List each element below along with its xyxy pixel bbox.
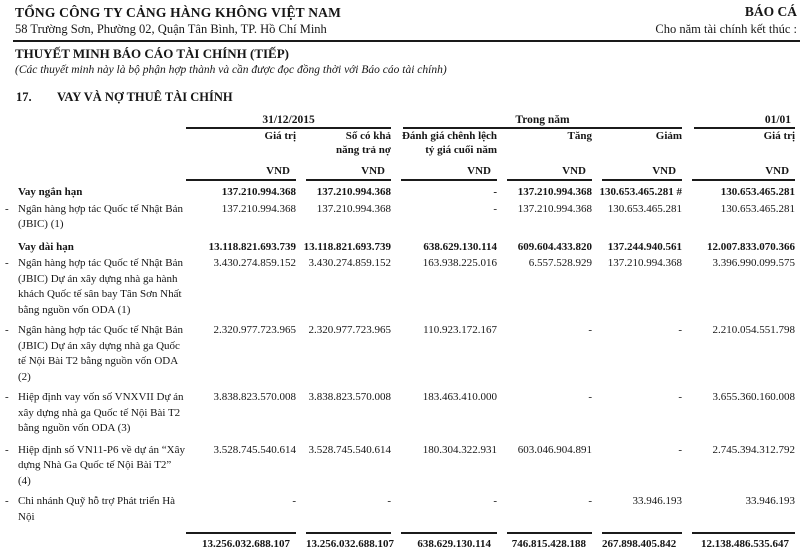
amount-cell: 137.244.940.561 [607,240,683,253]
column-header [186,129,296,157]
page-header [0,0,800,37]
amount-cell: 13.118.821.693.739 [208,240,296,253]
doc-note: (Các thuyết minh này là bộ phận hợp thành và cần được đọc đồng thời với Báo cáo tài chính) [15,64,447,76]
amount-cell: 33.946.193 [745,495,796,507]
column-label: Đánh giá chênh lệch [401,130,498,142]
group-label: 31/12/2015 [186,114,391,129]
group-cell-31-12-2015 [186,114,391,129]
unit-cell [296,157,391,181]
amount-cell: - [292,495,296,507]
amount-cell: - [493,202,498,215]
unit-label: VND [266,165,290,177]
row-label: - Chi nhánh Quỹ hỗ trợ Phát triển Hà Nội [5,495,176,523]
bullet-dash: - [5,443,9,456]
column-header-row [18,129,795,157]
amount-cell: - [493,495,498,507]
unit-cell [186,157,296,181]
table-row-short-term-loans [18,181,795,201]
amount-cell: 137.210.994.368 [316,186,392,198]
column-label: Giá trị [264,130,296,142]
table-row-vn11-p6 [18,437,795,490]
amount-cell: 137.210.994.368 [221,186,296,198]
column-label: Số có khả [345,130,392,142]
bullet-dash: - [5,495,9,507]
amount-cell: 3.655.360.160.008 [712,391,796,403]
table-row-development-fund-hanoi [18,489,795,525]
amount-cell: 3.528.745.540.614 [308,443,392,456]
total-cell: 638.629.130.114 [391,525,497,553]
group-cell-trong-nam [391,114,682,129]
table-row-jbic-tan-son-nhat [18,255,795,318]
total-cell: 12.138.486.535.647 [682,525,795,553]
corner-cell [18,114,186,129]
table-row-jbic-noi-bai-t2 [18,318,795,385]
amount-cell: 137.210.994.368 [221,202,296,215]
amount-cell: - [493,186,498,198]
amount-cell: 603.046.904.891 [517,443,593,456]
row-label: - Ngân hàng hợp tác Quốc tế Nhật Bản (JBIC) (1) [5,202,183,230]
amount-cell: 2.320.977.723.965 [213,324,296,336]
unit-cell [391,157,497,181]
amount-cell: 13.118.821.693.739 [303,240,392,253]
unit-cell [592,157,682,181]
amount-cell: 137.210.994.368 [607,257,683,269]
total-cell: 13.256.032.688.107 [296,525,391,553]
header-divider [13,40,800,42]
amount-cell: - [387,495,392,507]
total-cell: 267.898.405.842 [592,525,682,553]
column-label: Tăng [567,130,593,142]
amount-cell: 3.838.823.570.008 [308,391,392,403]
loans-table [5,114,796,553]
total-cell: 746.815.428.188 [497,525,592,553]
bullet-dash: - [5,391,9,403]
amount-cell: 180.304.322.931 [422,443,498,456]
amount-cell: - [678,443,683,456]
amount-cell: 137.210.994.368 [517,186,593,198]
amount-cell: - [588,324,593,336]
amount-cell: 3.430.274.859.152 [308,257,392,269]
amount-cell: 3.396.990.099.575 [712,257,796,269]
row-label: Vay dài hạn [18,240,74,253]
section-number: 17. [16,90,32,104]
unit-label: VND [361,165,386,177]
column-header [497,129,592,157]
amount-cell: 2.320.977.723.965 [308,324,392,336]
row-label [18,525,186,553]
doc-title: THUYẾT MINH BÁO CÁO TÀI CHÍNH (TIẾP) [15,46,289,61]
column-header [682,129,795,157]
amount-cell: 110.923.172.167 [423,324,498,336]
amount-cell: 130.653.465.281 [607,202,683,215]
amount-cell: - [588,391,593,403]
column-header: Số có khả năng trả nợ [296,129,391,157]
amount-cell: 137.210.994.368 [316,202,392,215]
report-header-right [655,4,797,37]
amount-cell: 130.653.465.281 [720,202,796,215]
company-address: 58 Trường Sơn, Phường 02, Quận Tân Bình, TP. Hồ Chí Minh [15,22,327,36]
group-header-row [18,114,795,129]
unit-label: VND [562,165,587,177]
unit-cell [497,157,592,181]
amount-cell: - [588,495,593,507]
amount-cell: 130.653.465.281 [720,186,796,198]
table-row-long-term-loans [18,233,795,256]
amount-cell: 130.653.465.281 # [599,186,683,198]
bullet-dash: - [5,202,9,215]
amount-cell: 183.463.410.000 [422,391,498,403]
column-label: Giảm [655,130,683,142]
unit-label: VND [765,165,790,177]
amount-cell: 3.528.745.540.614 [213,443,296,456]
table-row-vnxvii [18,385,795,437]
amount-cell: 33.946.193 [632,495,683,507]
amount-cell: 163.938.225.016 [422,257,498,269]
amount-cell: 3.430.274.859.152 [213,257,296,269]
table-row-jbic-short-term [18,201,795,233]
row-label: - Ngân hàng hợp tác Quốc tế Nhật Bản (JBIC) Dự án xây dựng nhà ga hành khách Quốc tế sân bay Tân Sơn Nhất bằng nguồn vốn ODA (1) [5,257,183,316]
report-title: BÁO CÁ [744,4,797,19]
amount-cell: 2.210.054.551.798 [712,324,796,336]
company-name: TỔNG CÔNG TY CẢNG HÀNG KHÔNG VIỆT NAM [15,5,342,20]
amount-cell: 638.629.130.114 [423,240,498,253]
row-label: Vay ngắn hạn [18,186,83,198]
total-cell: 13.256.032.688.107 [186,525,296,553]
amount-cell: 2.745.394.312.792 [712,443,796,456]
row-label: - Hiệp định vay vốn số VNXVII Dự án xây dựng nhà ga Quốc tế Nội Bài T2 bằng nguồn vốn ODA (3) [5,391,184,434]
unit-label: VND [467,165,492,177]
amount-cell: 3.838.823.570.008 [213,391,296,403]
amount-cell: 609.604.433.820 [517,240,593,253]
amount-cell: - [678,391,683,403]
unit-cell [682,157,795,181]
section-heading [16,90,800,105]
corner-cell [18,157,186,181]
bullet-dash: - [5,257,9,269]
amount-cell: 12.007.833.070.366 [707,240,796,253]
column-label: Giá trị [763,130,796,142]
column-header: Đánh giá chênh lệch tỷ giá cuối năm [391,129,497,157]
row-label: - Hiệp định số VN11-P6 về dự án “Xây dựng Nhà Ga Quốc tế Nội Bài T2” (4) [5,443,185,487]
amount-cell: - [678,324,683,336]
corner-cell [18,129,186,157]
section-title: VAY VÀ NỢ THUÊ TÀI CHÍNH [57,90,233,104]
group-label: Trong năm [403,114,682,129]
amount-cell: 6.557.528.929 [528,257,593,269]
group-label: 01/01 [694,114,795,129]
unit-row [18,157,795,181]
row-label: - Ngân hàng hợp tác Quốc tế Nhật Bản (JBIC) Dự án xây dựng nhà ga Quốc tế Nội Bài T2 bằng nguồn vốn ODA (2) [5,324,183,383]
report-period: Cho năm tài chính kết thúc : [655,22,797,36]
bullet-dash: - [5,324,9,336]
amount-cell: 137.210.994.368 [517,202,593,215]
group-cell-01-01 [682,114,795,129]
table-row-total [18,525,795,553]
column-header [592,129,682,157]
unit-label: VND [652,165,677,177]
